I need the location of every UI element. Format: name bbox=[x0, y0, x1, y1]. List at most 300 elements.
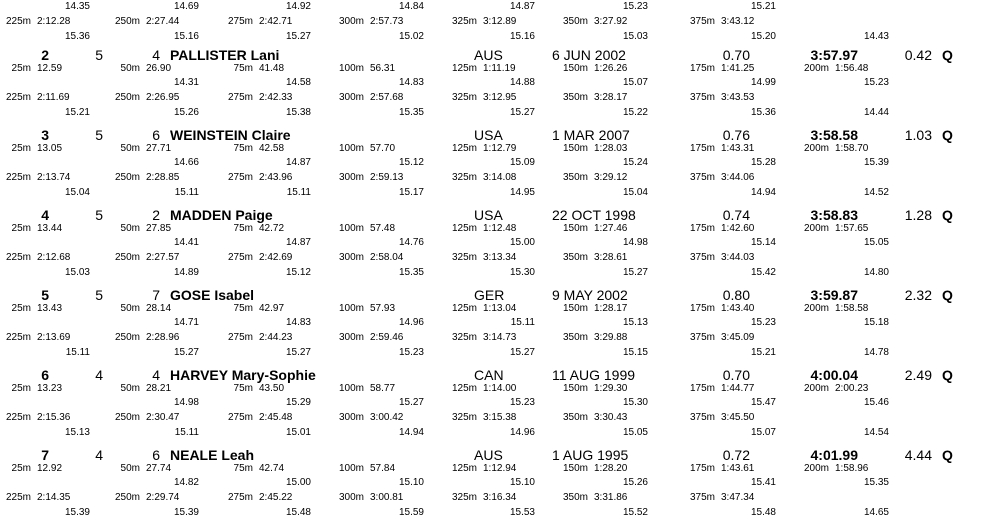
split-time: 15.22 bbox=[622, 107, 648, 118]
split-distance: 325m bbox=[451, 332, 477, 343]
cumulative-time: 58.77 bbox=[370, 383, 396, 394]
cumulative-time: 1:12.48 bbox=[483, 223, 517, 234]
split-distance: 300m bbox=[338, 492, 364, 503]
split-distance: 275m bbox=[227, 172, 253, 183]
cumulative-time: 1:27.46 bbox=[594, 223, 628, 234]
cumulative-time: 26.90 bbox=[146, 63, 172, 74]
final-time: 3:58.58 bbox=[810, 127, 858, 143]
qualification-mark: Q bbox=[942, 367, 953, 383]
athlete-name: PALLISTER Lani bbox=[170, 47, 280, 63]
split-distance: 175m bbox=[689, 303, 715, 314]
split-distance: 225m bbox=[5, 16, 31, 27]
split-time: 14.69 bbox=[173, 1, 199, 12]
split-time: 15.18 bbox=[863, 317, 889, 328]
cumulative-time: 1:58.58 bbox=[835, 303, 869, 314]
split-distance: 275m bbox=[227, 412, 253, 423]
split-distance: 375m bbox=[689, 492, 715, 503]
split-time: 14.66 bbox=[173, 157, 199, 168]
split-distance: 375m bbox=[689, 92, 715, 103]
split-distance: 25m bbox=[11, 143, 31, 154]
final-time: 3:58.83 bbox=[810, 207, 858, 223]
time-behind: 2.49 bbox=[904, 367, 932, 383]
time-behind: 1.03 bbox=[904, 127, 932, 143]
split-time: 15.03 bbox=[622, 31, 648, 42]
split-distance: 25m bbox=[11, 223, 31, 234]
split-time: 15.11 bbox=[510, 317, 535, 328]
time-behind: 0.42 bbox=[904, 47, 932, 63]
birth-date: 6 JUN 2002 bbox=[552, 47, 626, 63]
split-time: 14.82 bbox=[173, 477, 199, 488]
split-distance: 125m bbox=[451, 383, 477, 394]
split-distance: 375m bbox=[689, 412, 715, 423]
cumulative-time: 3:12.89 bbox=[483, 16, 517, 27]
split-time: 15.46 bbox=[863, 397, 889, 408]
split-time: 15.30 bbox=[509, 267, 535, 278]
split-time: 15.10 bbox=[509, 477, 535, 488]
split-distance: 350m bbox=[562, 172, 588, 183]
cumulative-time: 3:16.34 bbox=[483, 492, 517, 503]
split-time: 15.39 bbox=[863, 157, 889, 168]
cumulative-time: 3:28.17 bbox=[594, 92, 628, 103]
cumulative-time: 2:12.68 bbox=[37, 252, 71, 263]
split-distance: 125m bbox=[451, 463, 477, 474]
cumulative-time: 2:26.95 bbox=[146, 92, 180, 103]
cumulative-time: 13.05 bbox=[37, 143, 63, 154]
split-time: 15.00 bbox=[285, 477, 311, 488]
nationality: CAN bbox=[474, 367, 504, 383]
split-distance: 325m bbox=[451, 92, 477, 103]
split-time: 14.96 bbox=[509, 427, 535, 438]
split-distance: 50m bbox=[120, 143, 140, 154]
split-distance: 25m bbox=[11, 463, 31, 474]
cumulative-time: 56.31 bbox=[370, 63, 396, 74]
qualification-mark: Q bbox=[942, 127, 953, 143]
split-distance: 350m bbox=[562, 332, 588, 343]
split-time: 15.11 bbox=[286, 187, 311, 198]
rank: 7 bbox=[41, 447, 49, 463]
cumulative-time: 3:31.86 bbox=[594, 492, 628, 503]
qualification-mark: Q bbox=[942, 207, 953, 223]
cumulative-time: 28.14 bbox=[146, 303, 172, 314]
split-time: 14.80 bbox=[863, 267, 889, 278]
split-distance: 200m bbox=[803, 303, 829, 314]
cumulative-time: 13.44 bbox=[37, 223, 63, 234]
qualification-mark: Q bbox=[942, 447, 953, 463]
split-time: 15.41 bbox=[750, 477, 776, 488]
split-time: 15.23 bbox=[398, 347, 424, 358]
split-time: 15.35 bbox=[398, 267, 424, 278]
cumulative-time: 57.93 bbox=[370, 303, 396, 314]
cumulative-time: 1:12.79 bbox=[483, 143, 517, 154]
split-distance: 225m bbox=[5, 92, 31, 103]
final-time: 4:01.99 bbox=[810, 447, 858, 463]
split-distance: 25m bbox=[11, 383, 31, 394]
split-distance: 350m bbox=[562, 492, 588, 503]
split-distance: 325m bbox=[451, 172, 477, 183]
nationality: GER bbox=[474, 287, 505, 303]
split-time: 14.87 bbox=[285, 237, 311, 248]
split-distance: 375m bbox=[689, 332, 715, 343]
split-distance: 250m bbox=[114, 92, 140, 103]
split-time: 15.29 bbox=[285, 397, 311, 408]
heat-number: 5 bbox=[95, 127, 103, 143]
split-time: 14.52 bbox=[863, 187, 889, 198]
split-time: 14.89 bbox=[173, 267, 199, 278]
split-distance: 200m bbox=[803, 63, 829, 74]
cumulative-time: 1:11.19 bbox=[483, 63, 516, 74]
cumulative-time: 3:12.95 bbox=[483, 92, 517, 103]
cumulative-time: 2:15.36 bbox=[37, 412, 71, 423]
split-distance: 175m bbox=[689, 143, 715, 154]
cumulative-time: 28.21 bbox=[146, 383, 172, 394]
split-distance: 275m bbox=[227, 332, 253, 343]
split-distance: 375m bbox=[689, 16, 715, 27]
split-time: 15.11 bbox=[65, 347, 90, 358]
split-time: 14.76 bbox=[398, 237, 424, 248]
split-time: 15.27 bbox=[509, 107, 535, 118]
cumulative-time: 1:28.20 bbox=[594, 463, 628, 474]
split-time: 15.21 bbox=[64, 107, 90, 118]
split-distance: 275m bbox=[227, 16, 253, 27]
cumulative-time: 3:29.12 bbox=[594, 172, 628, 183]
split-time: 15.16 bbox=[173, 31, 199, 42]
lane-number: 2 bbox=[152, 207, 160, 223]
time-behind: 1.28 bbox=[904, 207, 932, 223]
split-time: 15.23 bbox=[509, 397, 535, 408]
split-distance: 25m bbox=[11, 63, 31, 74]
cumulative-time: 3:00.42 bbox=[370, 412, 404, 423]
cumulative-time: 1:28.17 bbox=[594, 303, 628, 314]
split-time: 15.53 bbox=[509, 507, 535, 518]
cumulative-time: 3:14.73 bbox=[483, 332, 517, 343]
split-distance: 125m bbox=[451, 303, 477, 314]
split-time: 15.42 bbox=[750, 267, 776, 278]
cumulative-time: 2:12.28 bbox=[37, 16, 71, 27]
nationality: USA bbox=[474, 127, 503, 143]
lane-number: 6 bbox=[152, 127, 160, 143]
split-distance: 300m bbox=[338, 16, 364, 27]
split-time: 15.00 bbox=[509, 237, 535, 248]
nationality: AUS bbox=[474, 447, 503, 463]
cumulative-time: 1:13.04 bbox=[483, 303, 517, 314]
reaction-time: 0.80 bbox=[722, 287, 750, 303]
cumulative-time: 2:11.69 bbox=[37, 92, 70, 103]
rank: 2 bbox=[41, 47, 49, 63]
split-distance: 275m bbox=[227, 492, 253, 503]
heat-number: 4 bbox=[95, 367, 103, 383]
birth-date: 22 OCT 1998 bbox=[552, 207, 636, 223]
split-time: 15.38 bbox=[285, 107, 311, 118]
split-distance: 75m bbox=[233, 303, 253, 314]
split-distance: 125m bbox=[451, 63, 477, 74]
cumulative-time: 42.97 bbox=[259, 303, 285, 314]
cumulative-time: 42.74 bbox=[259, 463, 285, 474]
split-time: 15.35 bbox=[863, 477, 889, 488]
split-distance: 375m bbox=[689, 252, 715, 263]
cumulative-time: 2:44.23 bbox=[259, 332, 293, 343]
split-time: 14.44 bbox=[863, 107, 889, 118]
cumulative-time: 43.50 bbox=[259, 383, 285, 394]
split-distance: 325m bbox=[451, 252, 477, 263]
split-distance: 200m bbox=[803, 463, 829, 474]
split-time: 15.21 bbox=[750, 347, 776, 358]
split-time: 15.13 bbox=[64, 427, 90, 438]
split-distance: 100m bbox=[338, 383, 364, 394]
lane-number: 4 bbox=[152, 367, 160, 383]
split-time: 14.87 bbox=[509, 1, 535, 12]
rank: 5 bbox=[41, 287, 49, 303]
cumulative-time: 2:13.74 bbox=[37, 172, 71, 183]
split-time: 15.48 bbox=[285, 507, 311, 518]
split-distance: 100m bbox=[338, 303, 364, 314]
cumulative-time: 2:13.69 bbox=[37, 332, 71, 343]
split-time: 15.21 bbox=[750, 1, 776, 12]
split-time: 15.05 bbox=[622, 427, 648, 438]
cumulative-time: 2:29.74 bbox=[146, 492, 180, 503]
split-distance: 225m bbox=[5, 332, 31, 343]
cumulative-time: 1:58.70 bbox=[835, 143, 869, 154]
split-distance: 300m bbox=[338, 332, 364, 343]
cumulative-time: 27.74 bbox=[146, 463, 172, 474]
split-time: 14.87 bbox=[285, 157, 311, 168]
cumulative-time: 2:42.69 bbox=[259, 252, 293, 263]
split-time: 14.94 bbox=[750, 187, 776, 198]
cumulative-time: 3:45.50 bbox=[721, 412, 755, 423]
split-time: 14.83 bbox=[398, 77, 424, 88]
cumulative-time: 12.59 bbox=[37, 63, 63, 74]
cumulative-time: 1:28.03 bbox=[594, 143, 628, 154]
split-distance: 375m bbox=[689, 172, 715, 183]
split-distance: 75m bbox=[233, 383, 253, 394]
cumulative-time: 3:14.08 bbox=[483, 172, 517, 183]
split-distance: 250m bbox=[114, 412, 140, 423]
split-time: 15.27 bbox=[398, 397, 424, 408]
reaction-time: 0.76 bbox=[722, 127, 750, 143]
cumulative-time: 1:44.77 bbox=[721, 383, 755, 394]
athlete-name: WEINSTEIN Claire bbox=[170, 127, 291, 143]
birth-date: 9 MAY 2002 bbox=[552, 287, 628, 303]
cumulative-time: 3:45.09 bbox=[721, 332, 755, 343]
split-distance: 125m bbox=[451, 223, 477, 234]
cumulative-time: 3:43.53 bbox=[721, 92, 755, 103]
cumulative-time: 1:56.48 bbox=[835, 63, 869, 74]
split-time: 15.59 bbox=[398, 507, 424, 518]
split-distance: 275m bbox=[227, 92, 253, 103]
split-distance: 100m bbox=[338, 63, 364, 74]
split-time: 15.09 bbox=[509, 157, 535, 168]
split-distance: 50m bbox=[120, 223, 140, 234]
split-time: 14.41 bbox=[173, 237, 199, 248]
split-time: 15.27 bbox=[173, 347, 199, 358]
split-distance: 100m bbox=[338, 223, 364, 234]
split-time: 15.04 bbox=[622, 187, 648, 198]
cumulative-time: 27.85 bbox=[146, 223, 172, 234]
split-distance: 250m bbox=[114, 16, 140, 27]
split-time: 15.23 bbox=[863, 77, 889, 88]
cumulative-time: 1:29.30 bbox=[594, 383, 628, 394]
split-distance: 75m bbox=[233, 463, 253, 474]
split-time: 14.98 bbox=[622, 237, 648, 248]
cumulative-time: 2:00.23 bbox=[835, 383, 869, 394]
split-time: 14.83 bbox=[285, 317, 311, 328]
cumulative-time: 2:45.48 bbox=[259, 412, 293, 423]
split-time: 15.10 bbox=[398, 477, 424, 488]
split-distance: 250m bbox=[114, 172, 140, 183]
cumulative-time: 3:44.06 bbox=[721, 172, 755, 183]
split-time: 15.26 bbox=[622, 477, 648, 488]
cumulative-time: 2:28.85 bbox=[146, 172, 180, 183]
cumulative-time: 2:14.35 bbox=[37, 492, 71, 503]
split-distance: 300m bbox=[338, 172, 364, 183]
split-time: 15.23 bbox=[750, 317, 776, 328]
split-time: 15.15 bbox=[622, 347, 648, 358]
split-distance: 75m bbox=[233, 143, 253, 154]
nationality: AUS bbox=[474, 47, 503, 63]
athlete-name: HARVEY Mary-Sophie bbox=[170, 367, 316, 383]
cumulative-time: 2:57.73 bbox=[370, 16, 404, 27]
split-time: 15.27 bbox=[285, 31, 311, 42]
split-time: 15.11 bbox=[174, 187, 199, 198]
split-time: 15.30 bbox=[622, 397, 648, 408]
cumulative-time: 1:41.25 bbox=[721, 63, 755, 74]
split-distance: 175m bbox=[689, 223, 715, 234]
rank: 4 bbox=[41, 207, 49, 223]
split-time: 15.20 bbox=[750, 31, 776, 42]
cumulative-time: 1:26.26 bbox=[594, 63, 628, 74]
split-distance: 350m bbox=[562, 252, 588, 263]
split-time: 14.78 bbox=[863, 347, 889, 358]
split-time: 15.07 bbox=[622, 77, 648, 88]
split-time: 15.36 bbox=[750, 107, 776, 118]
split-distance: 325m bbox=[451, 16, 477, 27]
cumulative-time: 13.23 bbox=[37, 383, 63, 394]
split-distance: 75m bbox=[233, 223, 253, 234]
athlete-name: GOSE Isabel bbox=[170, 287, 255, 303]
rank: 3 bbox=[41, 127, 49, 143]
split-time: 15.17 bbox=[398, 187, 424, 198]
split-distance: 250m bbox=[114, 332, 140, 343]
birth-date: 1 AUG 1995 bbox=[552, 447, 629, 463]
split-distance: 200m bbox=[803, 143, 829, 154]
split-distance: 150m bbox=[562, 383, 588, 394]
split-time: 15.23 bbox=[622, 1, 648, 12]
split-distance: 100m bbox=[338, 143, 364, 154]
split-time: 15.12 bbox=[285, 267, 311, 278]
lane-number: 6 bbox=[152, 447, 160, 463]
split-time: 15.16 bbox=[509, 31, 535, 42]
split-time: 14.95 bbox=[509, 187, 535, 198]
birth-date: 11 AUG 1999 bbox=[552, 367, 636, 383]
split-distance: 225m bbox=[5, 172, 31, 183]
split-time: 15.13 bbox=[622, 317, 648, 328]
split-time: 15.12 bbox=[398, 157, 424, 168]
split-time: 15.24 bbox=[622, 157, 648, 168]
heat-number: 5 bbox=[95, 47, 103, 63]
nationality: USA bbox=[474, 207, 503, 223]
cumulative-time: 41.48 bbox=[259, 63, 285, 74]
split-distance: 150m bbox=[562, 223, 588, 234]
split-time: 15.27 bbox=[509, 347, 535, 358]
qualification-mark: Q bbox=[942, 287, 953, 303]
cumulative-time: 2:43.96 bbox=[259, 172, 293, 183]
split-distance: 225m bbox=[5, 252, 31, 263]
reaction-time: 0.72 bbox=[722, 447, 750, 463]
athlete-name: NEALE Leah bbox=[170, 447, 255, 463]
split-distance: 325m bbox=[451, 412, 477, 423]
cumulative-time: 3:13.34 bbox=[483, 252, 517, 263]
cumulative-time: 12.92 bbox=[37, 463, 63, 474]
split-distance: 150m bbox=[562, 463, 588, 474]
time-behind: 2.32 bbox=[904, 287, 932, 303]
split-distance: 250m bbox=[114, 492, 140, 503]
reaction-time: 0.70 bbox=[722, 367, 750, 383]
split-time: 15.01 bbox=[285, 427, 311, 438]
split-time: 15.47 bbox=[750, 397, 776, 408]
lane-number: 4 bbox=[152, 47, 160, 63]
split-time: 14.35 bbox=[64, 1, 90, 12]
heat-number: 4 bbox=[95, 447, 103, 463]
cumulative-time: 1:42.60 bbox=[721, 223, 755, 234]
split-distance: 350m bbox=[562, 412, 588, 423]
split-distance: 100m bbox=[338, 463, 364, 474]
split-time: 14.54 bbox=[863, 427, 889, 438]
cumulative-time: 3:44.03 bbox=[721, 252, 755, 263]
split-distance: 50m bbox=[120, 63, 140, 74]
split-distance: 225m bbox=[5, 492, 31, 503]
cumulative-time: 2:59.46 bbox=[370, 332, 404, 343]
split-distance: 175m bbox=[689, 383, 715, 394]
athlete-name: MADDEN Paige bbox=[170, 207, 273, 223]
split-distance: 50m bbox=[120, 383, 140, 394]
cumulative-time: 3:47.34 bbox=[721, 492, 755, 503]
cumulative-time: 3:28.61 bbox=[594, 252, 628, 263]
split-time: 15.04 bbox=[64, 187, 90, 198]
split-distance: 50m bbox=[120, 303, 140, 314]
split-distance: 350m bbox=[562, 92, 588, 103]
split-distance: 125m bbox=[451, 143, 477, 154]
split-distance: 50m bbox=[120, 463, 140, 474]
cumulative-time: 1:43.40 bbox=[721, 303, 755, 314]
split-time: 14.88 bbox=[509, 77, 535, 88]
split-distance: 275m bbox=[227, 252, 253, 263]
split-distance: 150m bbox=[562, 303, 588, 314]
cumulative-time: 2:27.57 bbox=[146, 252, 180, 263]
split-time: 14.99 bbox=[750, 77, 776, 88]
cumulative-time: 13.43 bbox=[37, 303, 63, 314]
split-distance: 200m bbox=[803, 383, 829, 394]
split-time: 15.05 bbox=[863, 237, 889, 248]
split-time: 15.27 bbox=[622, 267, 648, 278]
cumulative-time: 2:57.68 bbox=[370, 92, 404, 103]
split-time: 15.35 bbox=[398, 107, 424, 118]
cumulative-time: 1:12.94 bbox=[483, 463, 517, 474]
split-time: 15.07 bbox=[750, 427, 776, 438]
cumulative-time: 57.48 bbox=[370, 223, 396, 234]
cumulative-time: 1:14.00 bbox=[483, 383, 517, 394]
split-time: 15.28 bbox=[750, 157, 776, 168]
split-distance: 250m bbox=[114, 252, 140, 263]
split-distance: 175m bbox=[689, 63, 715, 74]
cumulative-time: 2:58.04 bbox=[370, 252, 404, 263]
split-distance: 150m bbox=[562, 63, 588, 74]
split-distance: 225m bbox=[5, 412, 31, 423]
cumulative-time: 2:59.13 bbox=[370, 172, 404, 183]
cumulative-time: 57.84 bbox=[370, 463, 396, 474]
cumulative-time: 1:57.65 bbox=[835, 223, 869, 234]
cumulative-time: 27.71 bbox=[146, 143, 172, 154]
cumulative-time: 2:28.96 bbox=[146, 332, 180, 343]
split-distance: 200m bbox=[803, 223, 829, 234]
